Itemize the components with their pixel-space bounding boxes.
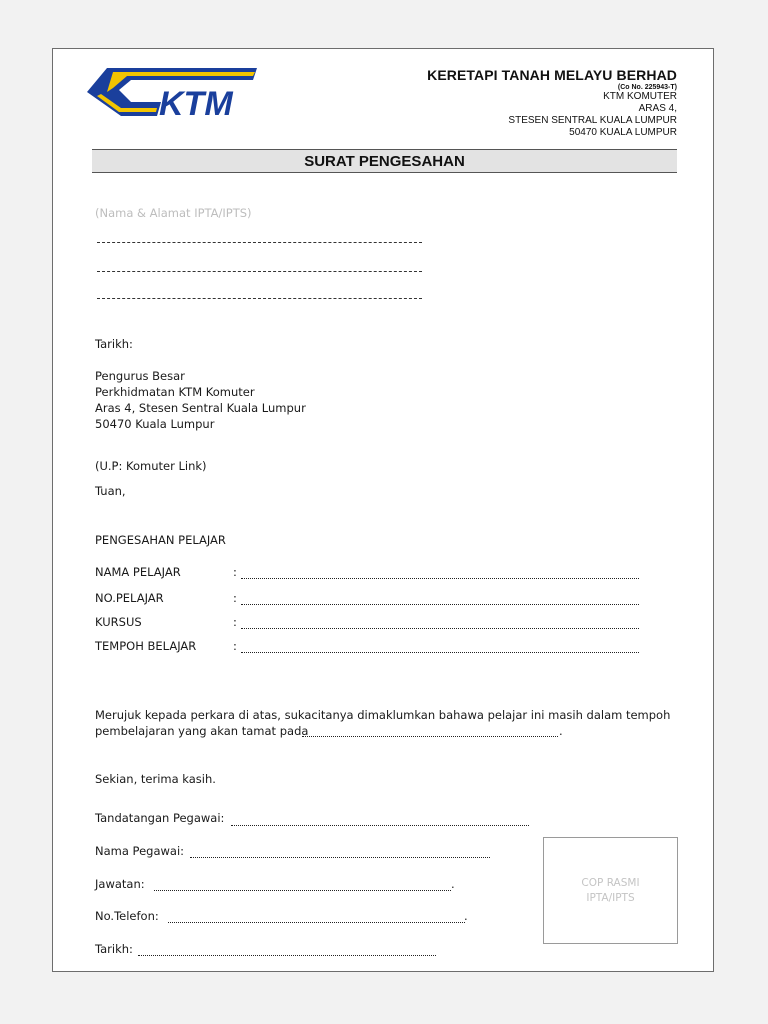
officer-name-label: Nama Pegawai: (95, 844, 185, 858)
address-line: KTM KOMUTER (603, 91, 677, 102)
signature-line[interactable] (231, 825, 529, 826)
logo-text: KTM (159, 85, 233, 118)
addressee-line: Pengurus Besar (95, 369, 185, 383)
paragraph-line-1: Merujuk kepada perkara di atas, sukacitanya dimaklumkan bahawa pelajar ini masih dalam tempoh (95, 708, 671, 722)
field-line-no-pelajar[interactable] (241, 604, 639, 605)
date-label: Tarikh: (95, 337, 133, 351)
section-title: PENGESAHAN PELAJAR (95, 533, 226, 547)
field-line-tempoh-belajar[interactable] (241, 652, 639, 653)
position-line[interactable] (154, 890, 451, 891)
phone-end: . (464, 909, 468, 923)
officer-name-line[interactable] (190, 857, 490, 858)
address-line: STESEN SENTRAL KUALA LUMPUR (508, 115, 677, 126)
phone-label: No.Telefon: (95, 909, 159, 923)
signature-label: Tandatangan Pegawai: (95, 811, 225, 825)
field-label-no-pelajar: NO.PELAJAR (95, 591, 164, 605)
paragraph-line-2: pembelajaran yang akan tamat pada (95, 724, 309, 738)
salutation: Tuan, (95, 484, 126, 498)
addressee-line: Aras 4, Stesen Sentral Kuala Lumpur (95, 401, 306, 415)
recipient-line-2[interactable] (97, 271, 422, 272)
addressee-line: Perkhidmatan KTM Komuter (95, 385, 255, 399)
company-header (427, 67, 677, 139)
company-name: KERETAPI TANAH MELAYU BERHAD (427, 67, 677, 83)
official-stamp-box[interactable] (543, 837, 678, 944)
field-label-kursus: KURSUS (95, 615, 142, 629)
position-end: . (451, 877, 455, 891)
ktm-logo (87, 68, 257, 118)
sign-date-label: Tarikh: (95, 942, 133, 956)
field-colon: : (233, 591, 237, 605)
recipient-line-3[interactable] (97, 298, 422, 299)
confirmation-paragraph (95, 707, 695, 739)
paragraph-line-2-row (95, 723, 695, 739)
recipient-placeholder: (Nama & Alamat IPTA/IPTS) (95, 206, 252, 220)
recipient-line-1[interactable] (97, 242, 422, 243)
end-date-line[interactable] (302, 736, 558, 737)
field-colon: : (233, 639, 237, 653)
address-line: 50470 KUALA LUMPUR (569, 127, 677, 138)
phone-line[interactable] (168, 922, 465, 923)
paragraph-end: . (559, 724, 563, 738)
document-title: SURAT PENGESAHAN (304, 152, 465, 170)
field-line-kursus[interactable] (241, 628, 639, 629)
field-label-tempoh-belajar: TEMPOH BELAJAR (95, 639, 197, 653)
field-label-nama-pelajar: NAMA PELAJAR (95, 565, 181, 579)
sign-date-line[interactable] (138, 955, 436, 956)
addressee-line: 50470 Kuala Lumpur (95, 417, 215, 431)
closing-text: Sekian, terima kasih. (95, 772, 216, 786)
attention-line: (U.P: Komuter Link) (95, 459, 207, 473)
company-reg: (Co No. 225943-T) (617, 84, 677, 91)
field-colon: : (233, 615, 237, 629)
position-label: Jawatan: (95, 877, 145, 891)
addressee-block (95, 368, 306, 432)
title-band (92, 149, 677, 173)
stamp-label: COP RASMI IPTA/IPTS (581, 876, 640, 904)
field-line-nama-pelajar[interactable] (241, 578, 639, 579)
document-page (52, 48, 714, 972)
field-colon: : (233, 565, 237, 579)
address-line: ARAS 4, (638, 103, 677, 114)
